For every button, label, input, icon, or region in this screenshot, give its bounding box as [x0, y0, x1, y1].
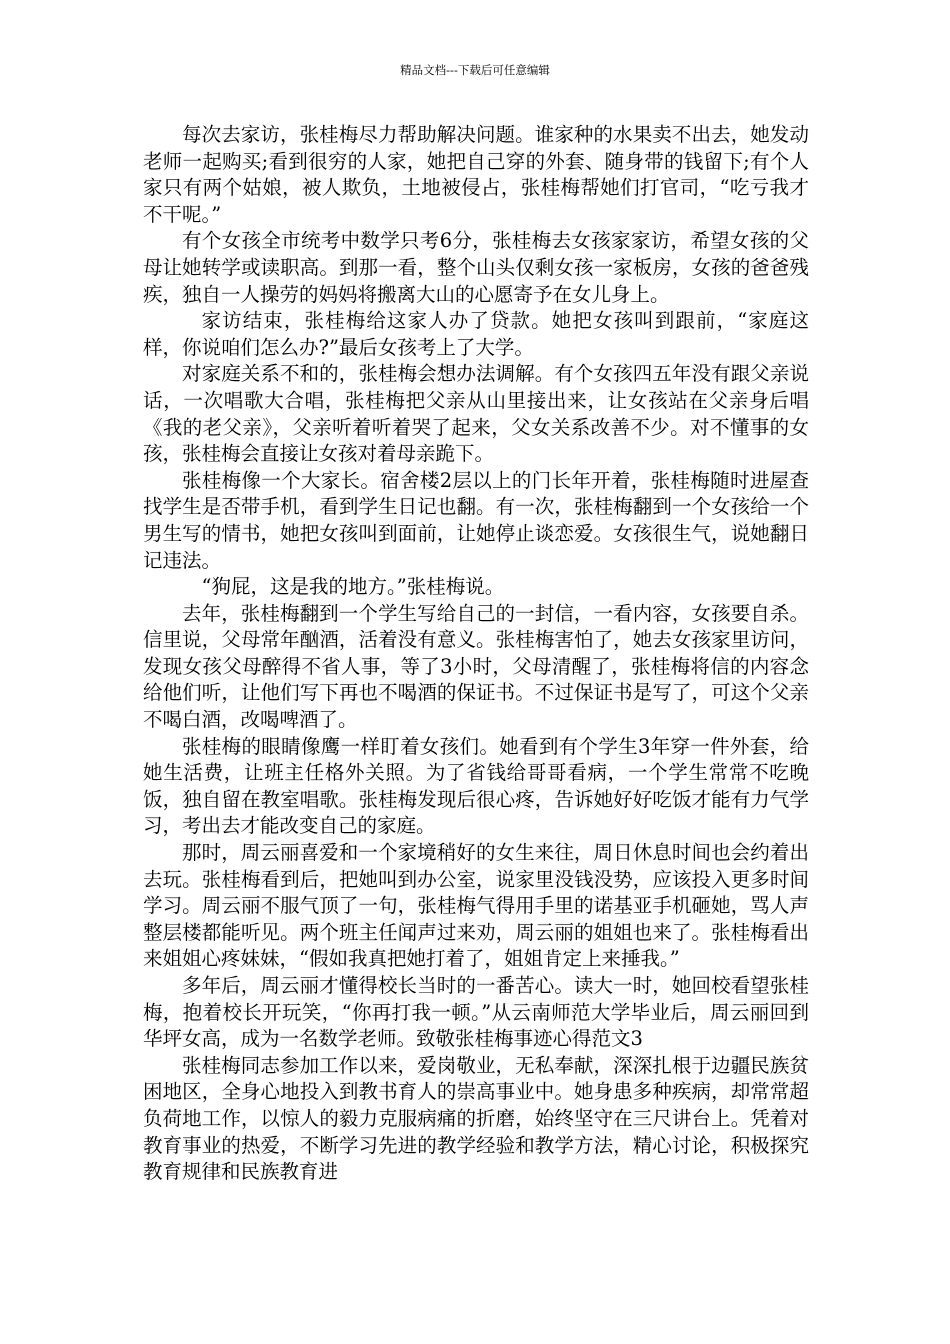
paragraph: 张桂梅同志参加工作以来，爱岗敬业，无私奉献，深深扎根于边疆民族贫困地区，全身心地投入到教书育人的崇高事业中。她身患多种疾病，却常常超负荷地工作，以惊人的毅力克服病痛的折磨，始终坚守在三尺讲台上。凭着对教育事业的热爱，不断学习先进的教学经验和教学方法，精心讨论，积极探究教育规律和民族教育进 [143, 1053, 809, 1184]
paragraph: 张桂梅的眼睛像鹰一样盯着女孩们。她看到有个学生3年穿一件外套，给她生活费，让班主任格外关照。为了省钱给哥哥看病，一个学生常常不吃晚饭，独自留在教室唱歌。张桂梅发现后很心疼，告诉她好好吃饭才能有力气学习，考出去才能改变自己的家庭。 [143, 734, 809, 838]
paragraph: 每次去家访，张桂梅尽力帮助解决问题。谁家种的水果卖不出去，她发动老师一起购买;看到很穷的人家，她把自己穿的外套、随身带的钱留下;有个人家只有两个姑娘，被人欺负，土地被侵占，张桂梅帮她们打官司，“吃亏我才不干呢。” [143, 123, 809, 226]
paragraph: 那时，周云丽喜爱和一个家境稍好的女生来往，周日休息时间也会约着出去玩。张桂梅看到后，把她叫到办公室，说家里没钱没势，应该投入更多时间学习。周云丽不服气顶了一句，张桂梅气得用手里的诺基亚手机砸她，骂人声整层楼都能听见。两个班主任闻声过来劝，周云丽的姐姐也来了。张桂梅看出来姐姐心疼妹妹，“假如我真把她打着了，姐姐肯定上来捶我。” [143, 841, 809, 971]
paragraph: 多年后，周云丽才懂得校长当时的一番苦心。读大一时，她回校看望张桂梅，抱着校长开玩笑，“你再打我一顿。”从云南师范大学毕业后，周云丽回到华坪女高，成为一名数学老师。致敬张桂梅事迹心得范文3 [143, 974, 809, 1051]
paragraph: “狗屁，这是我的地方。”张桂梅说。 [201, 575, 505, 599]
paragraph: 去年，张桂梅翻到一个学生写给自己的一封信，一看内容，女孩要自杀。信里说，父母常年酗酒，活着没有意义。张桂梅害怕了，她去女孩家里访问，发现女孩父母醉得不省人事，等了3小时，父母清醒了，张桂梅将信的内容念给他们听，让他们写下再也不喝酒的保证书。不过保证书是写了，可这个父亲不喝白酒，改喝啤酒了。 [143, 601, 809, 732]
page-header: 精品文档---下载后可任意编辑 [400, 63, 550, 77]
paragraph: 家访结束，张桂梅给这家人办了贷款。她把女孩叫到跟前，“家庭这样，你说咱们怎么办?”最后女孩考上了大学。 [143, 309, 809, 359]
paragraph: 有个女孩全市统考中数学只考6分，张桂梅去女孩家家访，希望女孩的父母让她转学或读职高。到那一看，整个山头仅剩女孩一家板房，女孩的爸爸残疾，独自一人操劳的妈妈将搬离大山的心愿寄予在女儿身上。 [143, 229, 809, 306]
paragraph: 对家庭关系不和的，张桂梅会想办法调解。有个女孩四五年没有跟父亲说话，一次唱歌大合唱，张桂梅把父亲从山里接出来，让女孩站在父亲身后唱《我的老父亲》，父亲听着听着哭了起来，父女关系改善不少。对不懂事的女孩，张桂梅会直接让女孩对着母亲跪下。 [143, 362, 809, 466]
paragraph: 张桂梅像一个大家长。宿舍楼2层以上的门长年开着，张桂梅随时进屋查找学生是否带手机，看到学生日记也翻。有一次，张桂梅翻到一个女孩给一个男生写的情书，她把女孩叫到面前，让她停止谈恋爱。女孩很生气，说她翻日记违法。 [143, 468, 809, 572]
document-body [143, 122, 809, 1186]
